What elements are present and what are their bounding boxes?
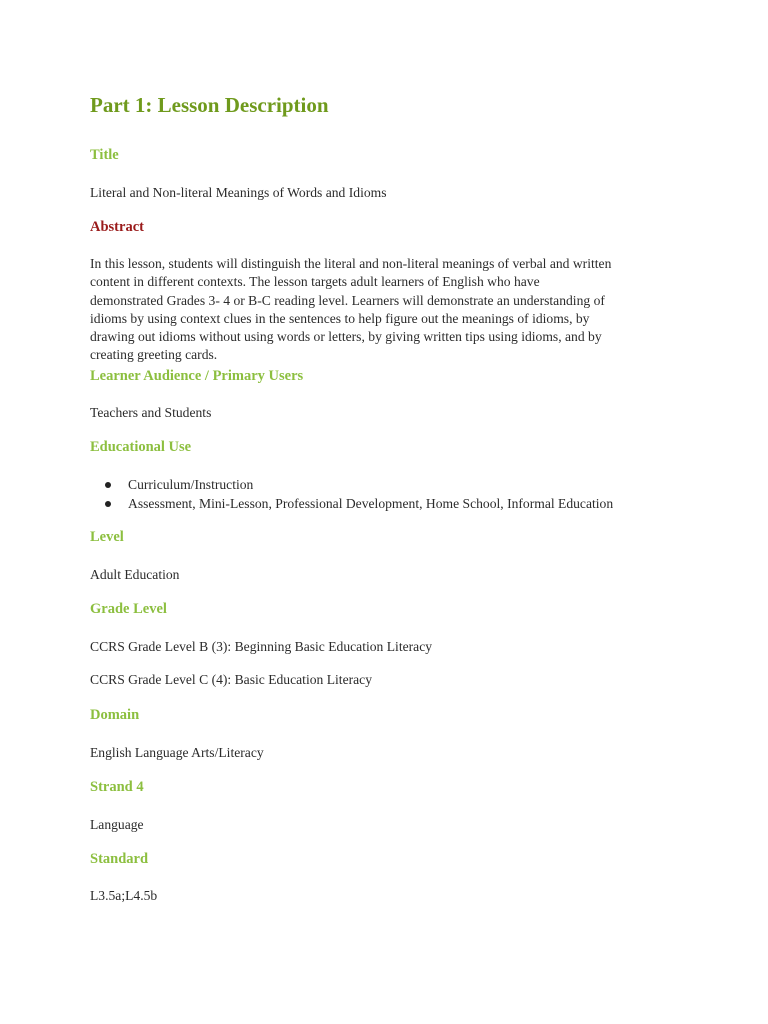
list-item-text: Assessment, Mini-Lesson, Professional Development, Home School, Informal Education (128, 496, 614, 511)
title-heading: Title (90, 147, 119, 163)
list-item (90, 475, 613, 494)
grade-level-line: CCRS Grade Level B (3): Beginning Basic Education Literacy (90, 639, 433, 654)
level-heading: Level (90, 529, 124, 545)
grade-level-line: CCRS Grade Level C (4): Basic Education Literacy (90, 672, 372, 687)
strand-heading: Strand 4 (90, 779, 144, 795)
domain-heading: Domain (90, 707, 140, 723)
strand-text: Language (90, 817, 144, 832)
educational-use-heading: Educational Use (90, 439, 192, 455)
list-item (90, 494, 613, 513)
part-title: Part 1: Lesson Description (90, 93, 329, 117)
level-text: Adult Education (90, 567, 180, 582)
abstract-line: demonstrated Grades 3- 4 or B-C reading level. Learners will demonstrate an understanding of (90, 292, 605, 308)
standard-text: L3.5a;L4.5b (90, 888, 158, 903)
audience-text: Teachers and Students (90, 405, 212, 420)
domain-text: English Language Arts/Literacy (90, 745, 264, 760)
bullet-icon (105, 482, 111, 488)
bullet-icon (105, 501, 111, 507)
list-item-text: Curriculum/Instruction (128, 477, 254, 492)
audience-heading: Learner Audience / Primary Users (90, 368, 304, 384)
abstract-line: creating greeting cards. (90, 347, 218, 363)
abstract-line: content in different contexts. The lesson targets adult learners of English who have (90, 274, 540, 290)
abstract-heading: Abstract (90, 219, 144, 235)
educational-use-list (90, 475, 613, 513)
abstract-paragraph (90, 255, 680, 365)
abstract-line: In this lesson, students will distinguish the literal and non-literal meanings of verbal and written (90, 256, 612, 271)
abstract-line: drawing out idioms without using words or letters, by giving written tips using idioms, and by (90, 329, 602, 345)
grade-level-heading: Grade Level (90, 601, 167, 617)
abstract-line: idioms by using context clues in the sentences to help figure out the meanings of idioms, by (90, 310, 590, 326)
lesson-title-text: Literal and Non-literal Meanings of Words and Idioms (90, 185, 387, 200)
standard-heading: Standard (90, 851, 149, 867)
